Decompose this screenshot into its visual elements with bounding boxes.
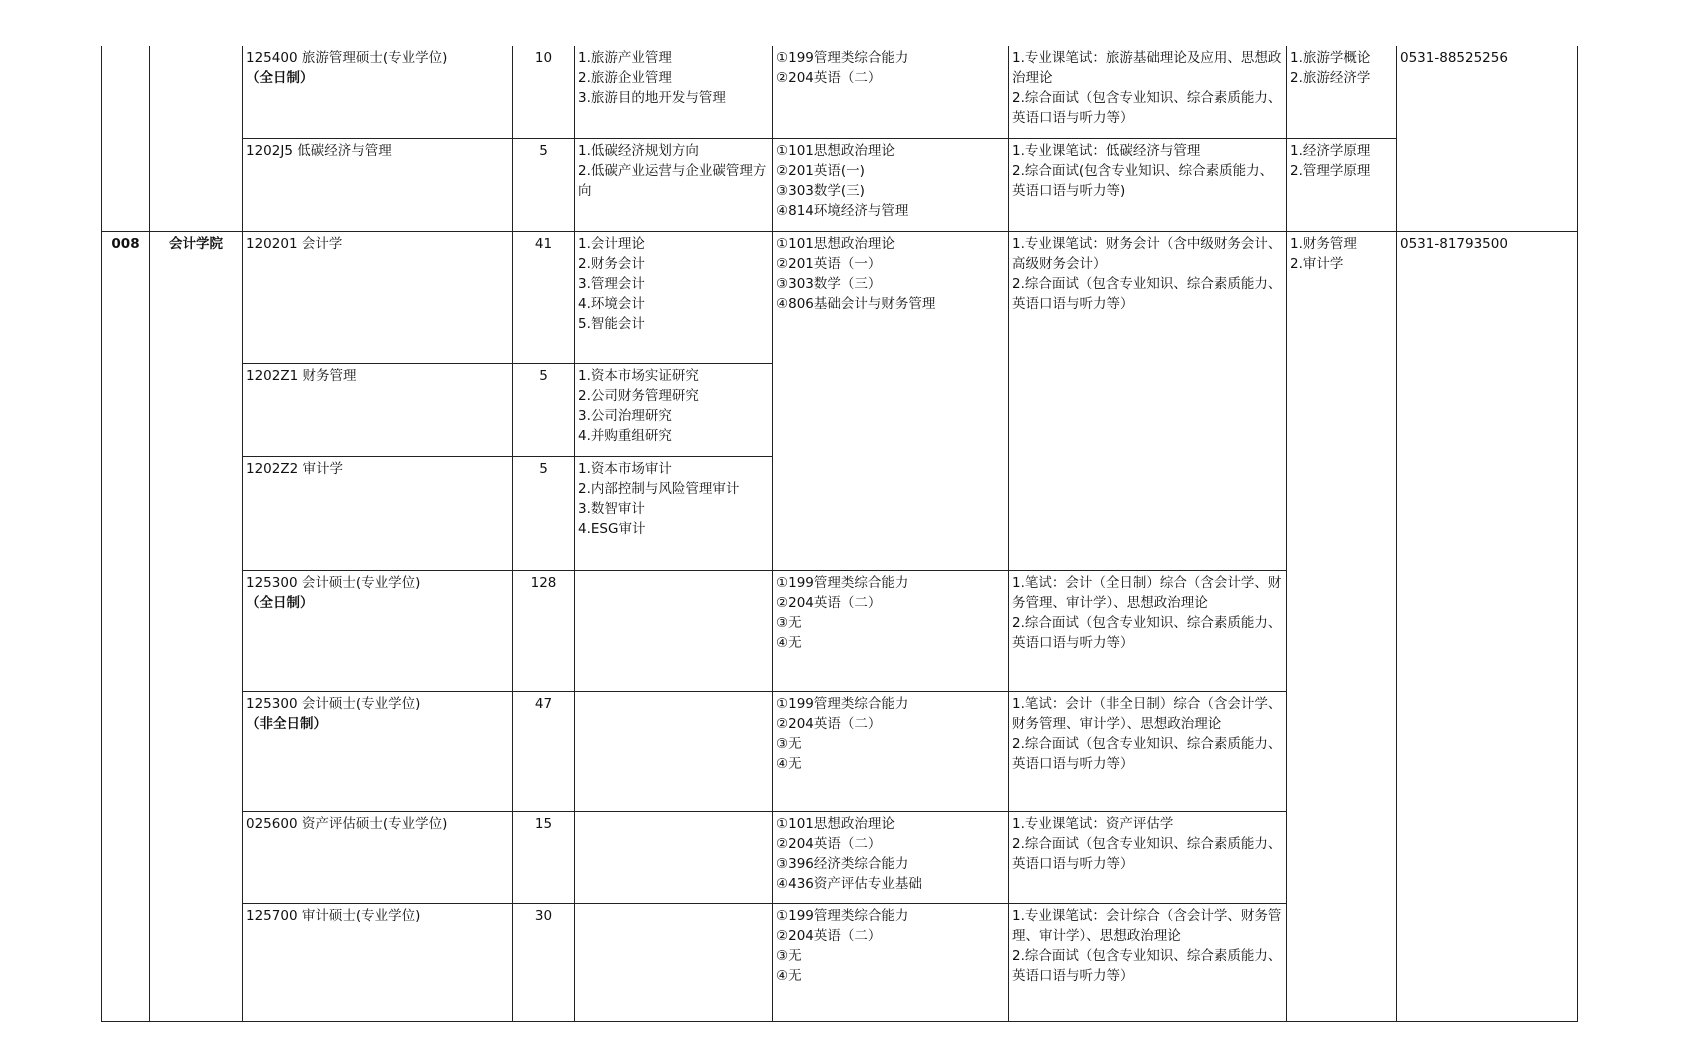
- phone-cell: [1397, 46, 1578, 231]
- retest-cell: 1.专业课笔试：旅游基础理论及应用、思想政治理论 2.综合面试（包含专业知识、综合素质能力、英语口语与听力等）: [1009, 46, 1287, 138]
- retest-cell: 1.笔试：会计（全日制）综合（含会计学、财务管理、审计学）、思想政治理论 2.综合面试（包含专业知识、综合素质能力、英语口语与听力等）: [1009, 570, 1287, 691]
- enrollment-cell: 41: [513, 231, 575, 363]
- major-cell: [243, 570, 513, 691]
- admissions-table: [101, 46, 1578, 1022]
- exam-subjects-cell: ①101思想政治理论 ②201英语(一) ③303数学(三) ④814环境经济与管理: [773, 138, 1009, 231]
- major-cell: 120201 会计学: [243, 231, 513, 363]
- major-cell: 025600 资产评估硕士(专业学位): [243, 811, 513, 903]
- enrollment-cell: 30: [513, 903, 575, 1021]
- enrollment-cell: 47: [513, 691, 575, 811]
- major-mode: （非全日制）: [246, 715, 327, 732]
- major-cell: 1202Z2 审计学: [243, 456, 513, 570]
- major-code-name: 125300 会计硕士(专业学位): [246, 695, 421, 712]
- major-cell: 125700 审计硕士(专业学位): [243, 903, 513, 1021]
- exam-subjects-cell: ①101思想政治理论 ②201英语（一） ③303数学（三） ④806基础会计与财务管理: [773, 231, 1009, 570]
- college-name-cell: 会计学院: [150, 231, 243, 1021]
- enrollment-cell: 5: [513, 363, 575, 456]
- directions-cell: [575, 691, 773, 811]
- college-code-cell: 008: [102, 231, 150, 1021]
- exam-subjects-cell: ①199管理类综合能力 ②204英语（二） ③无 ④无: [773, 570, 1009, 691]
- major-cell: [243, 46, 513, 138]
- major-code-name: 125400 旅游管理硕士(专业学位): [246, 50, 448, 66]
- major-code-name: 125300 会计硕士(专业学位): [246, 574, 421, 591]
- equal-level-cell: 1.经济学原理 2.管理学原理: [1287, 138, 1397, 231]
- directions-cell: 1.资本市场审计 2.内部控制与风险管理审计 3.数智审计 4.ESG审计: [575, 456, 773, 570]
- phone-cell: 0531-81793500: [1397, 231, 1578, 1021]
- directions-cell: 1.资本市场实证研究 2.公司财务管理研究 3.公司治理研究 4.并购重组研究: [575, 363, 773, 456]
- equal-level-cell: 1.旅游学概论 2.旅游经济学: [1287, 46, 1397, 138]
- exam-subjects-cell: ①199管理类综合能力 ②204英语（二） ③无 ④无: [773, 903, 1009, 1021]
- table-row: [102, 46, 1578, 138]
- retest-cell: 1.专业课笔试：财务会计（含中级财务会计、高级财务会计） 2.综合面试（包含专业知识、综合素质能力、英语口语与听力等）: [1009, 231, 1287, 570]
- major-code-name: 1202J5 低碳经济与管理: [246, 142, 392, 159]
- major-mode: （全日制）: [246, 594, 314, 611]
- major-cell: [243, 138, 513, 231]
- enrollment-cell: 10: [513, 46, 575, 138]
- major-mode: （全日制）: [246, 70, 314, 86]
- equal-level-cell: 1.财务管理 2.审计学: [1287, 231, 1397, 1021]
- major-cell: [243, 691, 513, 811]
- directions-cell: 1.低碳经济规划方向 2.低碳产业运营与企业碳管理方向: [575, 138, 773, 231]
- directions-cell: [575, 570, 773, 691]
- enrollment-cell: 128: [513, 570, 575, 691]
- enrollment-cell: 5: [513, 138, 575, 231]
- directions-cell: 1.旅游产业管理 2.旅游企业管理 3.旅游目的地开发与管理: [575, 46, 773, 138]
- exam-subjects-cell: ①199管理类综合能力 ②204英语（二） ③无 ④无: [773, 691, 1009, 811]
- college-name-cell: [150, 46, 243, 231]
- retest-cell: 1.笔试：会计（非全日制）综合（含会计学、财务管理、审计学）、思想政治理论 2.综合面试（包含专业知识、综合素质能力、英语口语与听力等）: [1009, 691, 1287, 811]
- directions-cell: 1.会计理论 2.财务会计 3.管理会计 4.环境会计 5.智能会计: [575, 231, 773, 363]
- enrollment-cell: 15: [513, 811, 575, 903]
- table-row: [102, 138, 1578, 231]
- enrollment-cell: 5: [513, 456, 575, 570]
- exam-subjects-cell: ①101思想政治理论 ②204英语（二） ③396经济类综合能力 ④436资产评估专业基础: [773, 811, 1009, 903]
- retest-cell: 1.专业课笔试：会计综合（含会计学、财务管理、审计学）、思想政治理论 2.综合面试（包含专业知识、综合素质能力、英语口语与听力等）: [1009, 903, 1287, 1021]
- exam-subjects-cell: ①199管理类综合能力 ②204英语（二）: [773, 46, 1009, 138]
- table-row: [102, 231, 1578, 363]
- directions-cell: [575, 811, 773, 903]
- retest-cell: 1.专业课笔试：低碳经济与管理 2.综合面试(包含专业知识、综合素质能力、英语口语与听力等): [1009, 138, 1287, 231]
- retest-cell: 1.专业课笔试：资产评估学 2.综合面试（包含专业知识、综合素质能力、英语口语与听力等）: [1009, 811, 1287, 903]
- major-cell: 1202Z1 财务管理: [243, 363, 513, 456]
- phone-number: 0531-88525256: [1400, 50, 1508, 66]
- directions-cell: [575, 903, 773, 1021]
- college-code-cell: [102, 46, 150, 231]
